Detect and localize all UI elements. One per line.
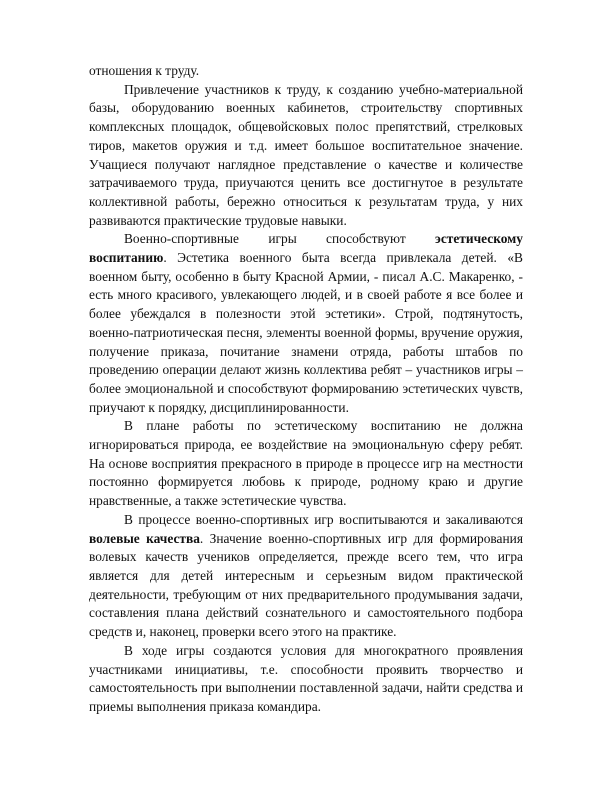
text-run: отношения к труду. — [89, 63, 200, 78]
paragraph-labor — [89, 81, 523, 231]
bold-term: эстетическому воспитанию — [89, 231, 523, 266]
text-run: В ходе игры создаются условия для многократного проявления участниками инициативы, т.е. способности проявить творчество и самостоятельность при выполнении поставленной задачи, найти средства и приемы выполнения приказа командира. — [89, 642, 523, 714]
text-run: Военно-спортивные игры способствуют — [124, 231, 436, 247]
text-run: В процессе военно-спортивных игр воспитываются и закаливаются — [124, 511, 523, 527]
paragraph-continuation — [89, 62, 523, 81]
paragraph-nature — [89, 417, 523, 511]
text-run: . Эстетика военного быта всегда привлекала детей. «В военном быту, особенно в быту Красной Армии, - писал А.С. Макаренко, - есть много красивого, увлекающего людей, и в своей работе я все более и более убеждался в полезности этой эстетики». Строй, подтянутость, военно-патриотическая песня, элементы военной формы, вручение оружия, получение приказа, почитание знамени отряда, работы штабов по проведению операции делают жизнь коллектива ребят – участников игры – более эмоциональной и способствуют формированию эстетических чувств, приучают к порядку, дисциплинированности. — [89, 250, 523, 415]
paragraph-aesthetic-education — [89, 230, 523, 417]
bold-term: волевые качества — [89, 530, 200, 546]
text-run: . Значение военно-спортивных игр для формирования волевых качеств учеников определяется, прежде всего тем, что игра является для детей интересным и серьезным видом практической деятельности, требующим от них предварительного продумывания задачи, составления плана действий сознательного и самостоятельного подбора средств и, наконец, проверки всего этого на практике. — [89, 530, 523, 640]
document-page — [89, 62, 523, 717]
paragraph-willpower — [89, 511, 523, 642]
text-run: Привлечение участников к труду, к созданию учебно-материальной базы, оборудованию военных кабинетов, строительству спортивных комплексных площадок, общевойсковых полос препятствий, стрелковых тиров, макетов оружия и т.д. имеет большое воспитательное значение. Учащиеся получают наглядное представление о качестве и количестве затрачиваемого труда, приучаются ценить все достигнутое в результате коллективной работы, бережно относиться к результатам труда, у них развиваются практические трудовые навыки. — [89, 81, 523, 228]
text-run: В плане работы по эстетическому воспитанию не должна игнорироваться природа, ее воздействие на эмоциональную сферу ребят. На основе восприятия прекрасного в природе в процессе игр на местности постоянно формируется любовь к природе, родному краю и другие нравственные, а также эстетические чувства. — [89, 418, 523, 509]
paragraph-initiative — [89, 642, 523, 717]
